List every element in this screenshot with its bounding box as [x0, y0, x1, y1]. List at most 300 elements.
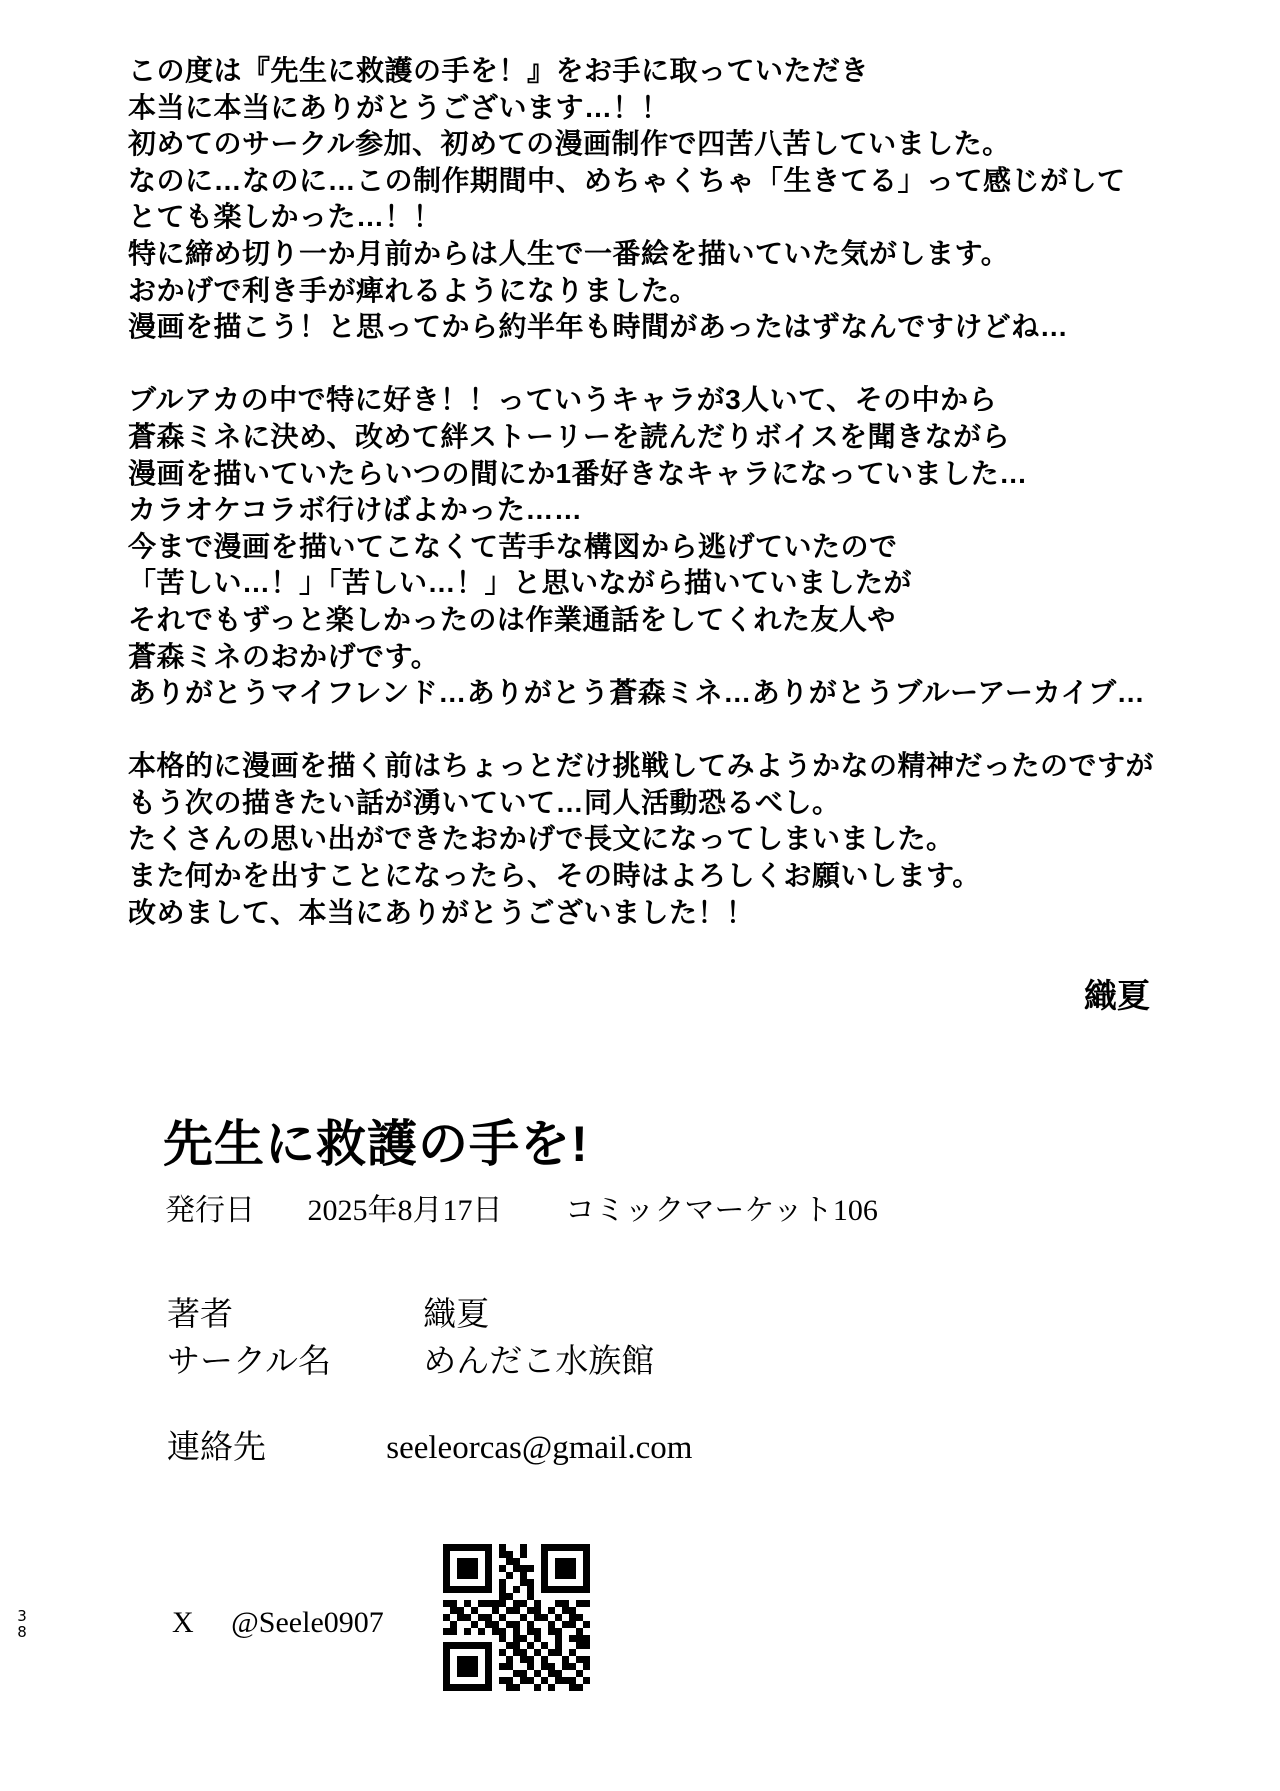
qr-module — [457, 1586, 464, 1593]
qr-module — [457, 1600, 464, 1607]
qr-module — [576, 1670, 583, 1677]
qr-module — [492, 1586, 499, 1593]
qr-module — [527, 1628, 534, 1635]
qr-module — [464, 1586, 471, 1593]
contact-email: seeleorcas@gmail.com — [386, 1430, 693, 1466]
qr-module — [492, 1656, 499, 1663]
qr-module — [450, 1628, 457, 1635]
qr-module — [527, 1600, 534, 1607]
qr-module — [520, 1586, 527, 1593]
qr-module — [555, 1628, 562, 1635]
qr-module — [541, 1670, 548, 1677]
qr-module — [555, 1565, 562, 1572]
qr-module — [562, 1663, 569, 1670]
qr-module — [569, 1551, 576, 1558]
qr-module — [548, 1593, 555, 1600]
qr-module — [485, 1663, 492, 1670]
qr-module — [576, 1663, 583, 1670]
qr-module — [576, 1565, 583, 1572]
qr-module — [513, 1614, 520, 1621]
qr-module — [471, 1572, 478, 1579]
text-line: 今まで漫画を描いてこなくて苦手な構図から逃げていたので — [128, 530, 898, 562]
qr-module — [527, 1607, 534, 1614]
qr-module — [492, 1572, 499, 1579]
qr-module — [499, 1558, 506, 1565]
qr-module — [569, 1635, 576, 1642]
qr-module — [555, 1572, 562, 1579]
qr-module — [478, 1593, 485, 1600]
qr-module — [513, 1558, 520, 1565]
qr-module — [583, 1670, 590, 1677]
qr-module — [562, 1621, 569, 1628]
qr-module — [499, 1544, 506, 1551]
qr-module — [471, 1621, 478, 1628]
qr-module — [478, 1628, 485, 1635]
qr-module — [534, 1628, 541, 1635]
qr-module — [576, 1628, 583, 1635]
qr-module — [548, 1551, 555, 1558]
qr-module — [443, 1579, 450, 1586]
qr-module — [548, 1600, 555, 1607]
qr-module — [443, 1558, 450, 1565]
qr-module — [464, 1579, 471, 1586]
qr-module — [450, 1656, 457, 1663]
qr-module — [506, 1663, 513, 1670]
text-line: ブルアカの中で特に好き！！っていうキャラが3人いて、その中から — [128, 384, 998, 416]
qr-module — [443, 1551, 450, 1558]
qr-module — [506, 1572, 513, 1579]
qr-module — [548, 1544, 555, 1551]
qr-module — [478, 1621, 485, 1628]
qr-module — [548, 1684, 555, 1691]
qr-module — [527, 1572, 534, 1579]
qr-module — [527, 1677, 534, 1684]
qr-module — [534, 1572, 541, 1579]
circle-row — [167, 1342, 654, 1382]
qr-module — [569, 1586, 576, 1593]
qr-module — [485, 1670, 492, 1677]
qr-module — [583, 1628, 590, 1635]
book-title: 先生に救護の手を! — [163, 1116, 589, 1172]
qr-module — [548, 1628, 555, 1635]
qr-module — [471, 1628, 478, 1635]
qr-module — [583, 1544, 590, 1551]
qr-module — [569, 1565, 576, 1572]
qr-module — [492, 1565, 499, 1572]
qr-module — [443, 1642, 450, 1649]
qr-module — [450, 1621, 457, 1628]
qr-module — [583, 1593, 590, 1600]
qr-module — [527, 1551, 534, 1558]
qr-module — [478, 1614, 485, 1621]
qr-module — [513, 1656, 520, 1663]
text-line: 改めまして、本当にありがとうございました！！ — [128, 896, 755, 928]
qr-module — [534, 1565, 541, 1572]
qr-module — [541, 1621, 548, 1628]
qr-module — [513, 1586, 520, 1593]
qr-module — [513, 1628, 520, 1635]
qr-module — [506, 1558, 513, 1565]
qr-module — [499, 1642, 506, 1649]
qr-module — [492, 1614, 499, 1621]
qr-module — [443, 1649, 450, 1656]
qr-module — [534, 1663, 541, 1670]
qr-module — [499, 1614, 506, 1621]
qr-module — [520, 1663, 527, 1670]
qr-module — [450, 1565, 457, 1572]
qr-module — [527, 1663, 534, 1670]
qr-module — [457, 1642, 464, 1649]
qr-module — [499, 1565, 506, 1572]
qr-module — [541, 1593, 548, 1600]
qr-module — [548, 1656, 555, 1663]
qr-module — [471, 1579, 478, 1586]
qr-module — [555, 1684, 562, 1691]
qr-module — [478, 1677, 485, 1684]
qr-module — [478, 1558, 485, 1565]
qr-module — [541, 1565, 548, 1572]
qr-module — [555, 1649, 562, 1656]
qr-module — [478, 1663, 485, 1670]
qr-module — [499, 1579, 506, 1586]
qr-module — [499, 1607, 506, 1614]
qr-module — [485, 1572, 492, 1579]
qr-module — [464, 1558, 471, 1565]
qr-module — [457, 1677, 464, 1684]
qr-module — [513, 1600, 520, 1607]
qr-module — [443, 1600, 450, 1607]
qr-module — [534, 1614, 541, 1621]
qr-module — [485, 1635, 492, 1642]
qr-module — [457, 1565, 464, 1572]
qr-module — [457, 1635, 464, 1642]
event-name: コミックマーケット106 — [565, 1194, 878, 1227]
qr-module — [534, 1684, 541, 1691]
qr-module — [499, 1670, 506, 1677]
qr-module — [485, 1677, 492, 1684]
qr-module — [499, 1628, 506, 1635]
qr-module — [471, 1670, 478, 1677]
qr-module — [534, 1642, 541, 1649]
qr-module — [485, 1579, 492, 1586]
qr-module — [541, 1642, 548, 1649]
qr-module — [450, 1663, 457, 1670]
qr-module — [576, 1551, 583, 1558]
qr-module — [520, 1656, 527, 1663]
qr-module — [450, 1614, 457, 1621]
qr-module — [513, 1684, 520, 1691]
qr-module — [478, 1642, 485, 1649]
qr-module — [527, 1544, 534, 1551]
qr-module — [485, 1656, 492, 1663]
qr-module — [443, 1635, 450, 1642]
qr-module — [527, 1579, 534, 1586]
qr-module — [450, 1649, 457, 1656]
qr-module — [520, 1600, 527, 1607]
text-line: 漫画を描いていたらいつの間にか1番好きなキャラになっていました… — [128, 457, 1028, 489]
qr-module — [520, 1558, 527, 1565]
qr-module — [520, 1572, 527, 1579]
qr-module — [450, 1572, 457, 1579]
qr-module — [583, 1558, 590, 1565]
qr-module — [583, 1663, 590, 1670]
qr-module — [569, 1572, 576, 1579]
qr-module — [513, 1649, 520, 1656]
qr-module — [478, 1684, 485, 1691]
qr-module — [569, 1642, 576, 1649]
text-line: 蒼森ミネに決め、改めて絆ストーリーを読んだりボイスを聞きながら — [128, 420, 1011, 452]
qr-module — [527, 1593, 534, 1600]
qr-module — [576, 1572, 583, 1579]
qr-module — [478, 1656, 485, 1663]
qr-module — [569, 1579, 576, 1586]
qr-module — [457, 1684, 464, 1691]
qr-module — [520, 1544, 527, 1551]
qr-module — [471, 1642, 478, 1649]
qr-module — [527, 1586, 534, 1593]
qr-module — [485, 1642, 492, 1649]
qr-module — [541, 1586, 548, 1593]
qr-module — [520, 1628, 527, 1635]
qr-module — [464, 1670, 471, 1677]
qr-module — [562, 1656, 569, 1663]
qr-module — [513, 1677, 520, 1684]
qr-module — [576, 1586, 583, 1593]
qr-module — [499, 1586, 506, 1593]
qr-module — [478, 1572, 485, 1579]
qr-module — [450, 1677, 457, 1684]
qr-module — [443, 1677, 450, 1684]
qr-module — [457, 1558, 464, 1565]
qr-module — [471, 1607, 478, 1614]
qr-module — [583, 1656, 590, 1663]
qr-module — [548, 1579, 555, 1586]
qr-module — [450, 1586, 457, 1593]
text-line: ありがとうマイフレンド…ありがとう蒼森ミネ…ありがとうブルーアーカイブ… — [128, 677, 1146, 709]
qr-module — [492, 1621, 499, 1628]
qr-module — [485, 1544, 492, 1551]
qr-module — [450, 1642, 457, 1649]
qr-module — [485, 1621, 492, 1628]
text-line: おかげで利き手が痺れるようになりました。 — [128, 274, 699, 306]
qr-module — [555, 1551, 562, 1558]
qr-module — [464, 1600, 471, 1607]
qr-module — [548, 1677, 555, 1684]
qr-module — [485, 1607, 492, 1614]
qr-module — [499, 1684, 506, 1691]
qr-module — [478, 1600, 485, 1607]
qr-module — [499, 1656, 506, 1663]
qr-module — [471, 1684, 478, 1691]
qr-module — [485, 1586, 492, 1593]
qr-module — [576, 1621, 583, 1628]
qr-module — [541, 1649, 548, 1656]
qr-module — [555, 1635, 562, 1642]
qr-module — [583, 1579, 590, 1586]
qr-module — [464, 1593, 471, 1600]
qr-module — [450, 1593, 457, 1600]
qr-module — [443, 1656, 450, 1663]
qr-module — [506, 1642, 513, 1649]
qr-module — [548, 1565, 555, 1572]
qr-module — [499, 1677, 506, 1684]
qr-module — [450, 1544, 457, 1551]
qr-module — [520, 1621, 527, 1628]
qr-module — [471, 1586, 478, 1593]
qr-module — [499, 1572, 506, 1579]
qr-module — [527, 1656, 534, 1663]
qr-module — [450, 1551, 457, 1558]
qr-module — [457, 1551, 464, 1558]
qr-module — [471, 1558, 478, 1565]
qr-module — [471, 1600, 478, 1607]
qr-module — [471, 1635, 478, 1642]
text-line: 初めてのサークル参加、初めての漫画制作で四苦八苦していました。 — [128, 128, 1011, 160]
qr-module — [583, 1684, 590, 1691]
page-number: 38 — [17, 1607, 27, 1641]
qr-module — [499, 1551, 506, 1558]
qr-module — [534, 1677, 541, 1684]
qr-module — [583, 1551, 590, 1558]
qr-module — [534, 1670, 541, 1677]
text-line: また何かを出すことになったら、その時はよろしくお願いします。 — [128, 860, 981, 892]
social-handle: @Seele0907 — [231, 1606, 384, 1639]
qr-module — [576, 1614, 583, 1621]
qr-module — [513, 1621, 520, 1628]
qr-module — [443, 1628, 450, 1635]
qr-module — [499, 1593, 506, 1600]
qr-module — [548, 1621, 555, 1628]
qr-module — [443, 1544, 450, 1551]
qr-module — [450, 1600, 457, 1607]
qr-module — [569, 1677, 576, 1684]
qr-module — [527, 1642, 534, 1649]
qr-module — [541, 1656, 548, 1663]
qr-module — [443, 1586, 450, 1593]
qr-module — [534, 1586, 541, 1593]
qr-module — [534, 1593, 541, 1600]
qr-module — [555, 1593, 562, 1600]
qr-module — [583, 1621, 590, 1628]
qr-module — [576, 1558, 583, 1565]
qr-module — [576, 1656, 583, 1663]
qr-module — [485, 1565, 492, 1572]
qr-module — [457, 1628, 464, 1635]
qr-module — [576, 1635, 583, 1642]
qr-module — [583, 1677, 590, 1684]
qr-module — [583, 1565, 590, 1572]
qr-module — [576, 1593, 583, 1600]
qr-module — [520, 1607, 527, 1614]
qr-module — [513, 1544, 520, 1551]
text-line: この度は『先生に救護の手を！』をお手に取っていただき — [128, 55, 870, 86]
qr-module — [555, 1600, 562, 1607]
qr-module — [534, 1600, 541, 1607]
qr-module — [464, 1544, 471, 1551]
qr-module — [548, 1572, 555, 1579]
qr-module — [576, 1607, 583, 1614]
qr-module — [492, 1607, 499, 1614]
circle-name: めんだこ水族館 — [423, 1344, 655, 1380]
qr-module — [471, 1649, 478, 1656]
qr-module — [485, 1628, 492, 1635]
qr-module — [562, 1586, 569, 1593]
qr-module — [562, 1600, 569, 1607]
qr-module — [583, 1614, 590, 1621]
qr-module — [513, 1642, 520, 1649]
qr-module — [499, 1600, 506, 1607]
qr-module — [485, 1593, 492, 1600]
qr-module — [541, 1663, 548, 1670]
qr-module — [464, 1677, 471, 1684]
qr-module — [443, 1607, 450, 1614]
qr-module — [492, 1663, 499, 1670]
qr-module — [506, 1586, 513, 1593]
qr-module — [583, 1642, 590, 1649]
platform-label: X — [172, 1606, 194, 1639]
qr-module — [478, 1649, 485, 1656]
qr-module — [478, 1579, 485, 1586]
qr-module — [541, 1635, 548, 1642]
qr-module — [478, 1635, 485, 1642]
qr-module — [541, 1558, 548, 1565]
qr-module — [450, 1607, 457, 1614]
qr-module — [562, 1593, 569, 1600]
qr-module — [520, 1684, 527, 1691]
qr-module — [506, 1656, 513, 1663]
qr-module — [534, 1621, 541, 1628]
qr-module — [478, 1586, 485, 1593]
qr-module — [527, 1621, 534, 1628]
qr-module — [576, 1600, 583, 1607]
qr-module — [520, 1670, 527, 1677]
qr-module — [541, 1607, 548, 1614]
qr-module — [569, 1621, 576, 1628]
qr-module — [478, 1670, 485, 1677]
publish-date-label: 発行日 — [165, 1194, 255, 1227]
text-line: 蒼森ミネのおかげです。 — [128, 640, 440, 672]
text-line: 漫画を描こう！と思ってから約半年も時間があったはずなんですけどね… — [128, 311, 1069, 343]
qr-module — [485, 1684, 492, 1691]
qr-module — [555, 1663, 562, 1670]
text-line: 「苦しい…！」「苦しい…！」と思いながら描いていましたが — [128, 567, 913, 599]
qr-module — [443, 1614, 450, 1621]
qr-module — [520, 1614, 527, 1621]
qr-module — [527, 1670, 534, 1677]
qr-module — [562, 1677, 569, 1684]
qr-module — [562, 1614, 569, 1621]
qr-module — [576, 1579, 583, 1586]
qr-module — [471, 1663, 478, 1670]
qr-module — [562, 1572, 569, 1579]
qr-module — [450, 1684, 457, 1691]
qr-module — [548, 1663, 555, 1670]
qr-module — [464, 1551, 471, 1558]
qr-module — [583, 1572, 590, 1579]
paragraph — [128, 748, 1208, 931]
qr-module — [443, 1572, 450, 1579]
publish-date: 2025年8月17日 — [307, 1194, 503, 1227]
qr-module — [450, 1558, 457, 1565]
qr-module — [464, 1572, 471, 1579]
qr-module — [464, 1607, 471, 1614]
qr-module — [492, 1670, 499, 1677]
qr-module — [499, 1635, 506, 1642]
qr-module — [520, 1565, 527, 1572]
qr-module — [492, 1593, 499, 1600]
qr-module — [555, 1642, 562, 1649]
qr-module — [569, 1614, 576, 1621]
